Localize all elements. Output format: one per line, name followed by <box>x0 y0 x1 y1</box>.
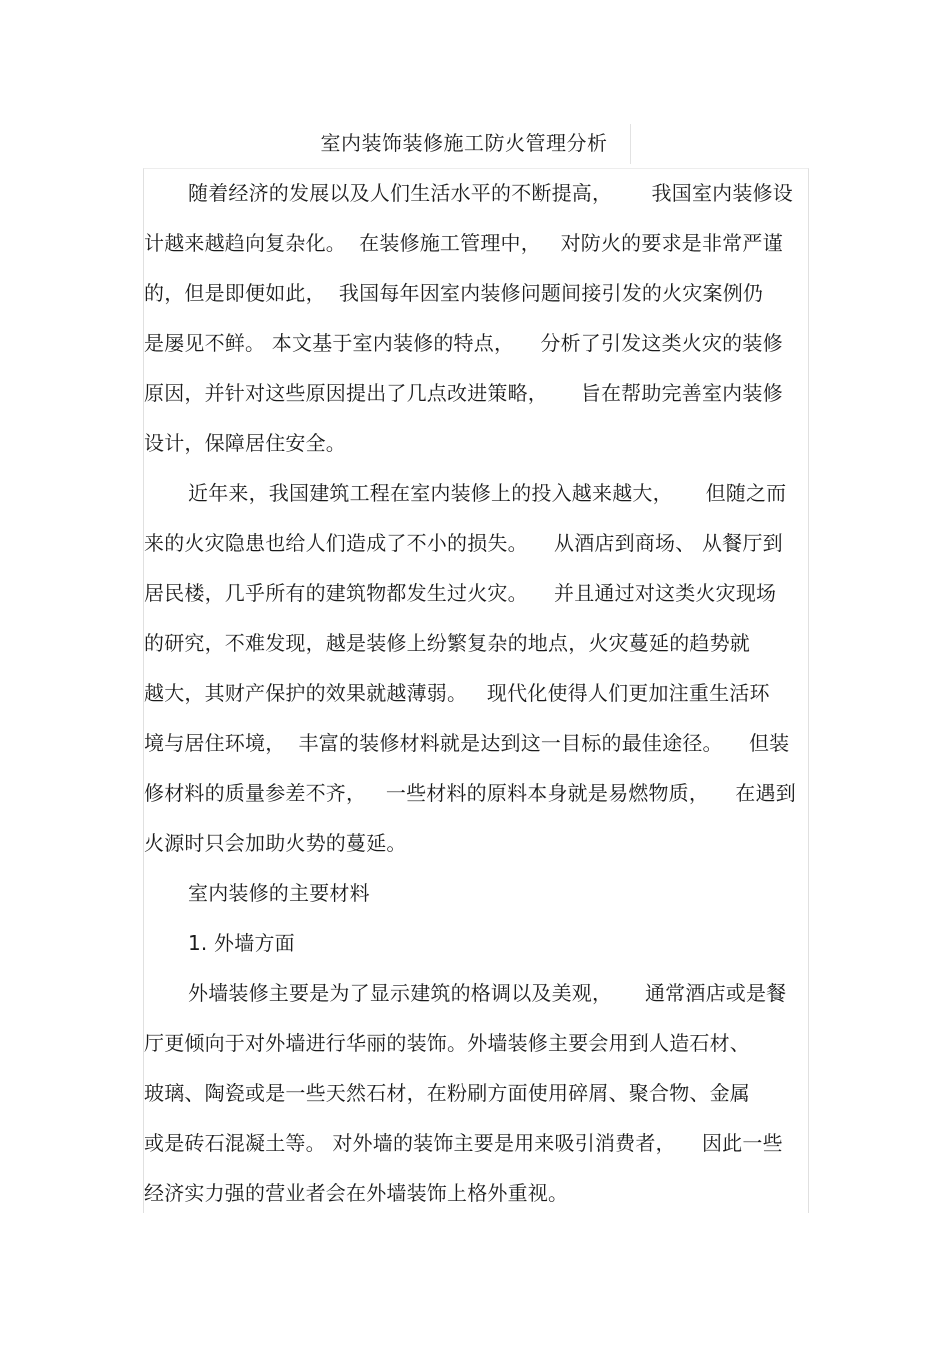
text-line: 越大，其财产保护的效果就越薄弱。 现代化使得人们更加注重生活环 <box>144 681 770 705</box>
text-line: 外墙装修主要是为了显示建筑的格调以及美观， 通常酒店或是餐 <box>188 981 787 1005</box>
document-body <box>144 168 808 1218</box>
text-line: 厅更倾向于对外墙进行华丽的装饰。外墙装修主要会用到人造石材、 <box>144 1031 750 1055</box>
title-divider <box>630 124 631 164</box>
text-line: 境与居住环境， 丰富的装修材料就是达到这一目标的最佳途径。 但装 <box>144 731 790 755</box>
text-line: 是屡见不鲜。 本文基于室内装修的特点， 分析了引发这类火灾的装修 <box>144 331 783 355</box>
text-line: 随着经济的发展以及人们生活水平的不断提高， 我国室内装修设 <box>188 181 793 205</box>
text-line: 1. 外墙方面 <box>188 931 295 955</box>
text-line: 或是砖石混凝土等。 对外墙的装饰主要是用来吸引消费者， 因此一些 <box>144 1131 783 1155</box>
text-line: 修材料的质量参差不齐， 一些材料的原料本身就是易燃物质， 在遇到 <box>144 781 796 805</box>
text-line: 的研究，不难发现，越是装修上纷繁复杂的地点，火灾蔓延的趋势就 <box>144 631 750 655</box>
text-line: 的，但是即便如此， 我国每年因室内装修问题间接引发的火灾案例仍 <box>144 281 764 305</box>
text-line: 计越来越趋向复杂化。 在装修施工管理中， 对防火的要求是非常严谨 <box>144 231 783 255</box>
text-line: 经济实力强的营业者会在外墙装饰上格外重视。 <box>144 1181 569 1205</box>
text-line: 原因，并针对这些原因提出了几点改进策略， 旨在帮助完善室内装修 <box>144 381 783 405</box>
text-line: 近年来，我国建筑工程在室内装修上的投入越来越大， 但随之而 <box>188 481 787 505</box>
document-title: 室内装饰装修施工防火管理分析 <box>320 131 608 155</box>
text-line: 来的火灾隐患也给人们造成了不小的损失。 从酒店到商场、 从餐厅到 <box>144 531 783 555</box>
text-line: 玻璃、陶瓷或是一些天然石材，在粉刷方面使用碎屑、聚合物、金属 <box>144 1081 750 1105</box>
text-line: 居民楼，几乎所有的建筑物都发生过火灾。 并且通过对这类火灾现场 <box>144 581 777 605</box>
text-line: 火源时只会加助火势的蔓延。 <box>144 831 407 855</box>
text-line: 室内装修的主要材料 <box>188 881 370 905</box>
text-line: 设计，保障居住安全。 <box>144 431 346 455</box>
